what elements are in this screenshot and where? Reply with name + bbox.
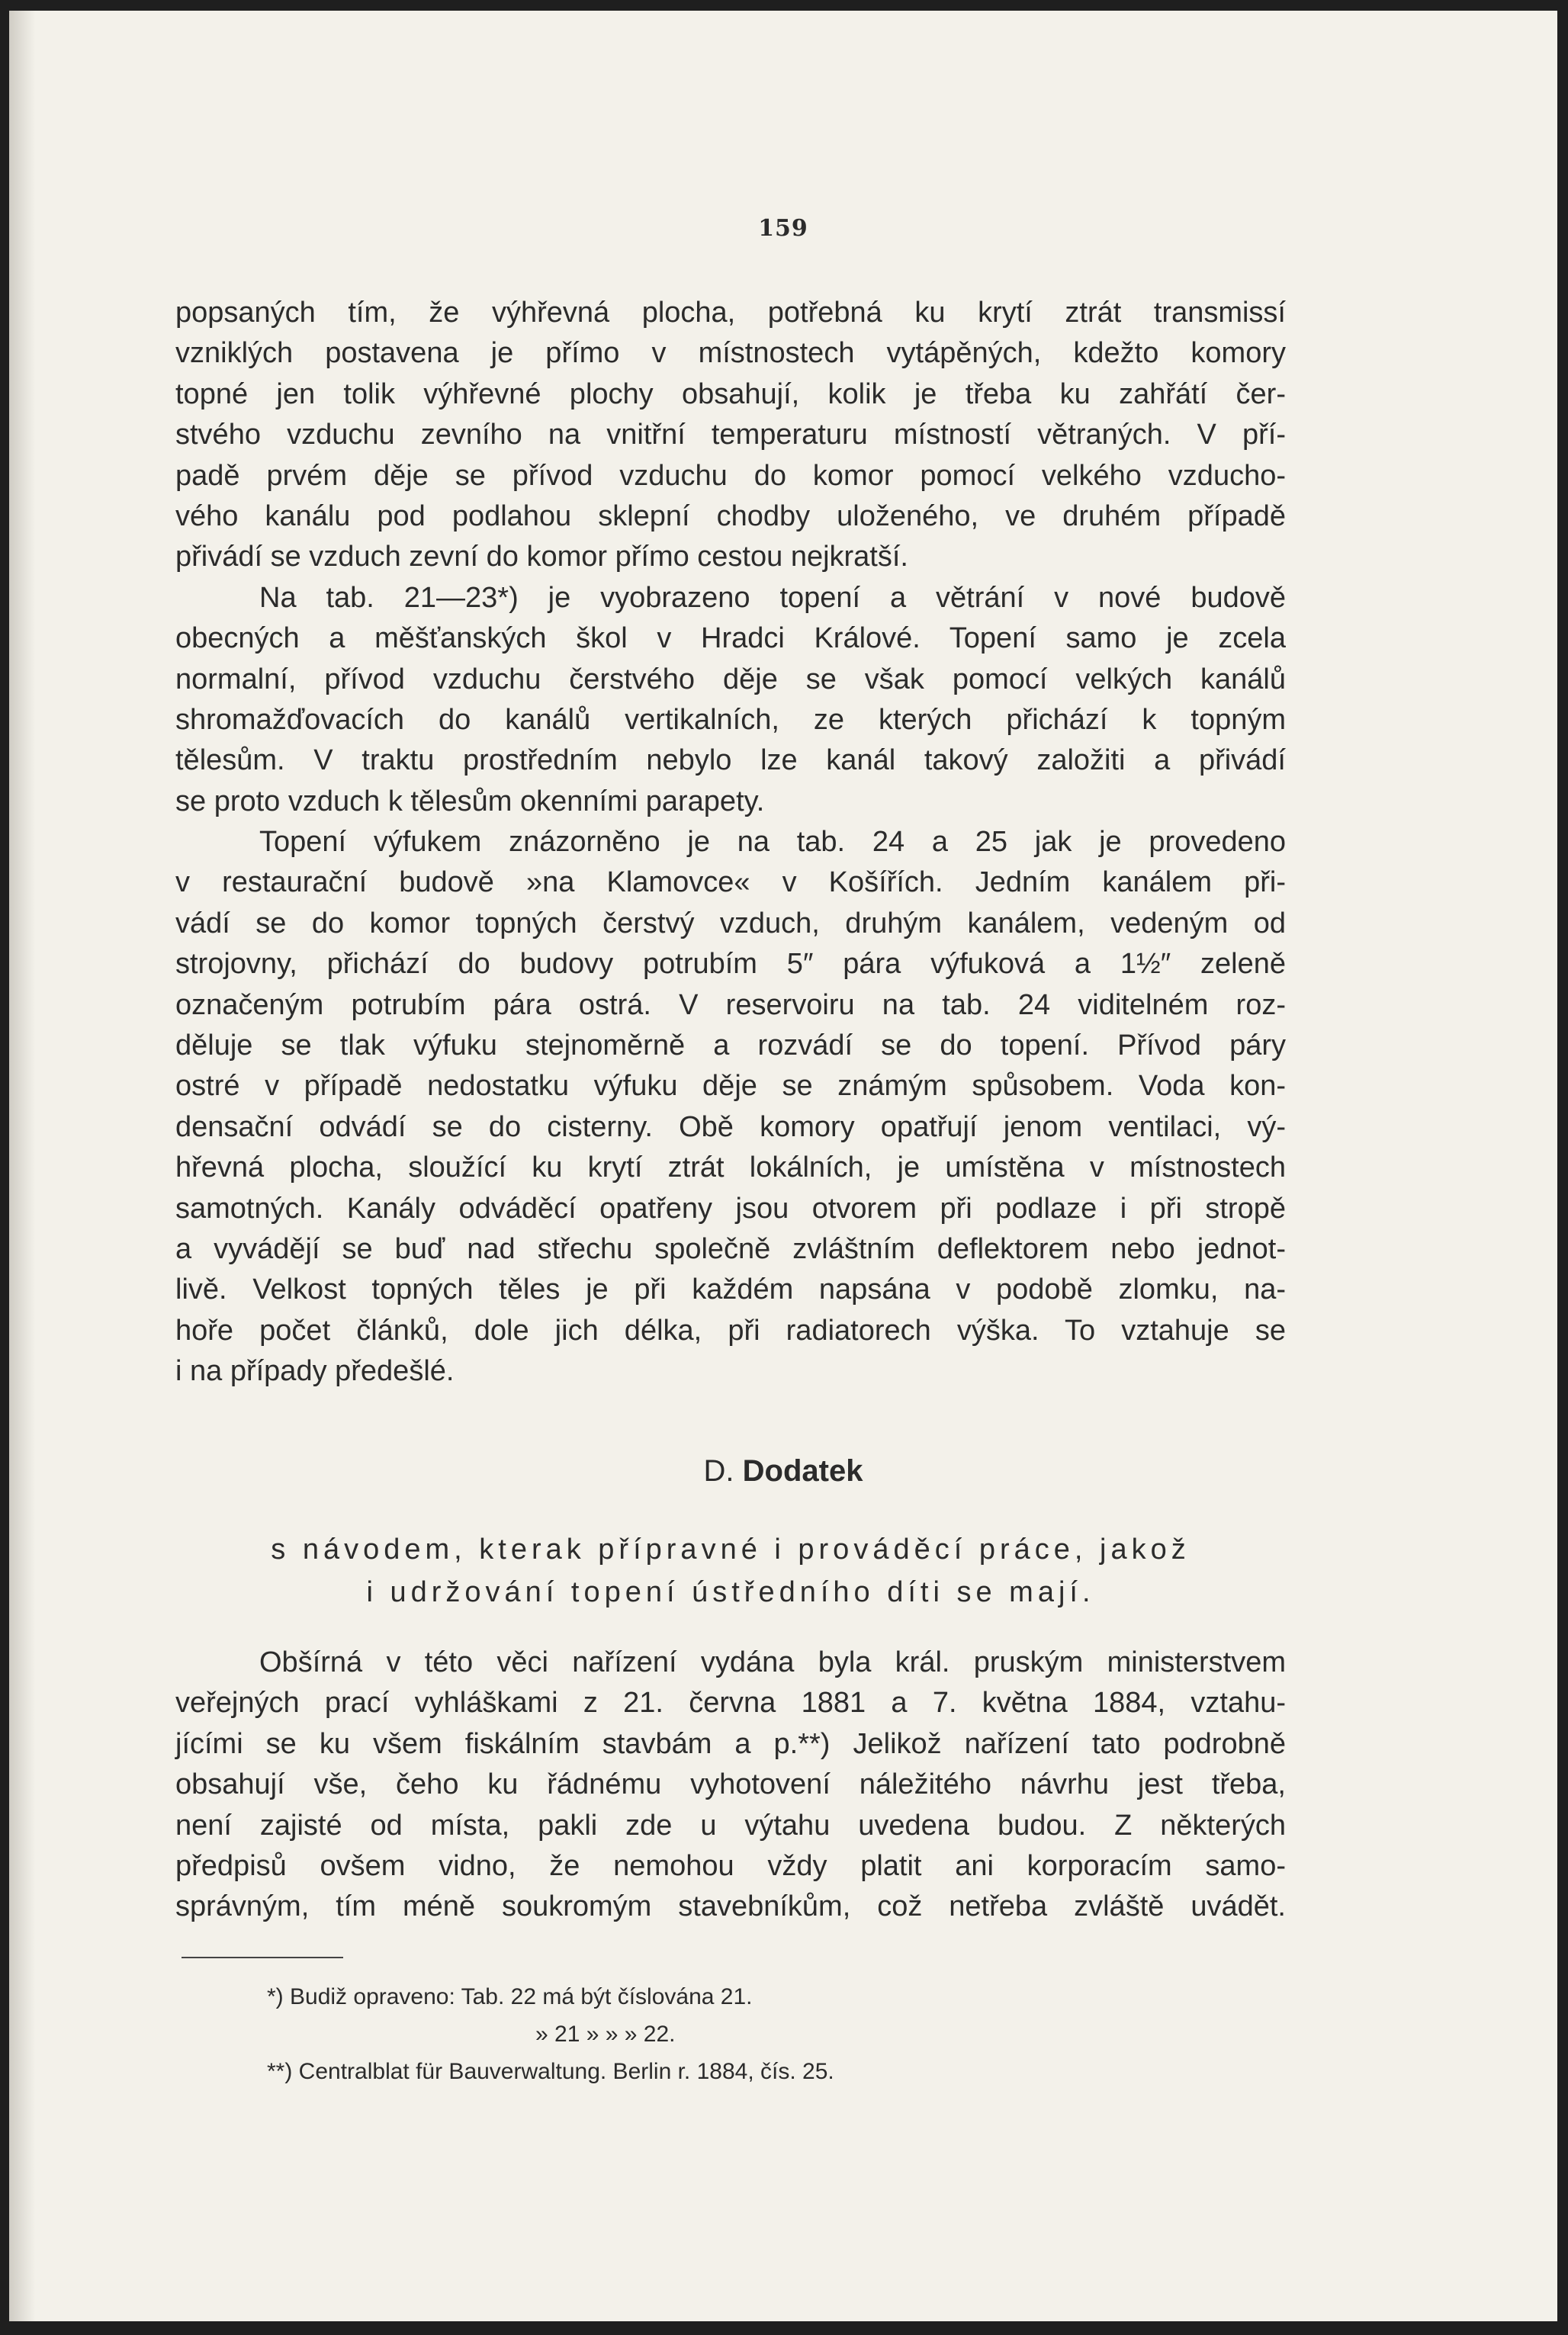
binding-shadow xyxy=(9,11,35,2321)
text-line: veřejných prací vyhláškami z 21. června 1881 a 7. května 1884, vztahu- xyxy=(175,1687,1286,1720)
text-line: shromažďovacích do kanálů vertikalních, ze kterých přichází k topným xyxy=(175,703,1286,736)
heading-title: Dodatek xyxy=(742,1454,863,1488)
text-line: padě prvém děje se přívod vzduchu do komor pomocí velkého vzducho- xyxy=(175,459,1286,492)
text-line: přivádí se vzduch zevní do komor přímo cestou nejkratší. xyxy=(175,541,908,573)
footnote-divider xyxy=(182,1957,343,1958)
text-line: densační odvádí se do cisterny. Obě komory opatřují jenom ventilaci, vý- xyxy=(175,1110,1286,1143)
text-line: v restaurační budově »na Klamovce« v Košířích. Jedním kanálem při- xyxy=(175,866,1286,899)
footnote-1: *) Budiž opraveno: Tab. 22 má být číslována 21. xyxy=(267,1984,753,2009)
footnote-1-continuation: » 21 » » » 22. xyxy=(535,2022,676,2047)
text-line: obecných a měšťanských škol v Hradci Králové. Topení samo je zcela xyxy=(175,622,1286,655)
text-line: označeným potrubím pára ostrá. V reservoiru na tab. 24 viditelném roz- xyxy=(175,988,1286,1021)
text-line: jícími se ku všem fiskálním stavbám a p.**) Jelikož nařízení tato podrobně xyxy=(175,1727,1286,1760)
text-line: Obšírná v této věci nařízení vydána byla král. pruským ministerstvem xyxy=(259,1646,1286,1678)
text-line: topné jen tolik výhřevné plochy obsahují, kolik je třeba ku zahřátí čer- xyxy=(175,377,1286,410)
text-line: hoře počet článků, dole jich délka, při radiatorech výška. To vztahuje se xyxy=(175,1314,1286,1347)
page-number: 159 xyxy=(758,215,808,242)
text-line: tělesům. V traktu prostředním nebylo lze kanál takový založiti a přivádí xyxy=(175,744,1286,777)
subheading-line: s návodem, kterak přípravné i prováděcí práce, jakož xyxy=(271,1534,1190,1566)
text-line: a vyvádějí se buď nad střechu společně zvláštním deflektorem nebo jednot- xyxy=(175,1232,1286,1265)
text-line: stvého vzduchu zevního na vnitřní temperaturu místností větraných. V pří- xyxy=(175,419,1286,451)
text-line: děluje se tlak výfuku stejnoměrně a rozvádí se do topení. Přívod páry xyxy=(175,1029,1286,1062)
text-line: vádí se do komor topných čerstvý vzduch, druhým kanálem, vedeným od xyxy=(175,907,1286,939)
text-line: ostré v případě nedostatku výfuku děje se známým spůsobem. Voda kon- xyxy=(175,1070,1286,1103)
text-line: správným, tím méně soukromým stavebníkům, což netřeba zvláště uvádět. xyxy=(175,1890,1286,1923)
footnote-2: **) Centralblat für Bauverwaltung. Berlin r. 1884, čís. 25. xyxy=(267,2059,834,2084)
section-subheading xyxy=(175,1528,1286,1614)
text-line: livě. Velkost topných těles je při každém napsána v podobě zlomku, na- xyxy=(175,1273,1286,1306)
text-line: samotných. Kanály odváděcí opatřeny jsou otvorem při podlaze i při stropě xyxy=(175,1192,1286,1225)
text-line: strojovny, přichází do budovy potrubím 5″ pára výfuková a 1½″ zeleně xyxy=(175,948,1286,981)
subheading-line: i udržování topení ústředního díti se mají. xyxy=(366,1576,1095,1608)
heading-prefix: D. xyxy=(703,1454,734,1488)
text-line: vého kanálu pod podlahou sklepní chodby uloženého, ve druhém případě xyxy=(175,499,1286,532)
text-line: není zajisté od místa, pakli zde u výtahu uvedena budou. Z některých xyxy=(175,1809,1286,1842)
section-heading xyxy=(9,1454,1557,1489)
text-line: předpisů ovšem vidno, že nemohou vždy platit ani korporacím samo- xyxy=(175,1849,1286,1882)
text-line: se proto vzduch k tělesům okenními parapety. xyxy=(175,785,765,817)
body-text-section-1 xyxy=(175,293,1286,1392)
text-line: obsahují vše, čeho ku řádnému vyhotovení náležitého návrhu jest třeba, xyxy=(175,1768,1286,1801)
text-line: hřevná plocha, sloužící ku krytí ztrát lokálních, je umístěna v místnostech xyxy=(175,1151,1286,1184)
book-page xyxy=(9,11,1557,2321)
text-line: normalní, přívod vzduchu čerstvého děje se však pomocí velkých kanálů xyxy=(175,663,1286,695)
text-line: i na případy předešlé. xyxy=(175,1355,455,1388)
text-line: Topení výfukem znázorněno je na tab. 24 a 25 jak je provedeno xyxy=(259,826,1286,859)
text-line: vzniklých postavena je přímo v místnostech vytápěných, kdežto komory xyxy=(175,337,1286,370)
text-line: Na tab. 21—23*) je vyobrazeno topení a větrání v nové budově xyxy=(259,581,1286,614)
text-line: popsaných tím, že výhřevná plocha, potřebná ku krytí ztrát transmissí xyxy=(175,297,1286,329)
body-text-section-2 xyxy=(175,1643,1286,1928)
